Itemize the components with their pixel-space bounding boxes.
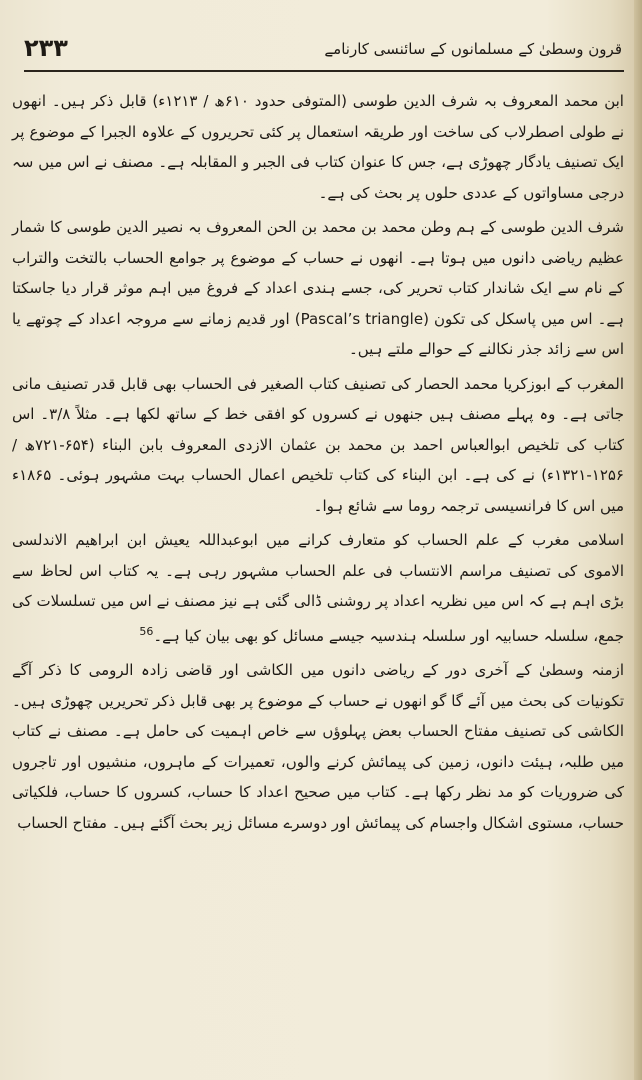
paragraph xyxy=(12,655,624,838)
paragraph-text: شرف الدین طوسی کے ہم وطن محمد بن محمد بن الحن المعروف بہ نصیر الدین طوسی کا شمار عظیم ریاضی دانوں میں ہوتا ہے۔ انھوں نے حساب کے موضوع پر جوامع الحساب بالتخت والتراب کے نام سے ایک شاندار کتاب تحریر کی، جسے ہندی اعداد کے فروغ میں اہم موثر قرار دیا جاسکتا ہے۔ اس میں پاسکل کی تکون (Pascal’s triangle) اور قدیم زمانے سے مروجہ اعداد کے چوتھے یا اس سے زائد جذر نکالنے کے حوالے ملتے ہیں۔ xyxy=(12,218,625,358)
body-text xyxy=(12,86,624,838)
paragraph xyxy=(12,525,624,651)
paragraph xyxy=(12,212,624,365)
page-number: ۲۳۳ xyxy=(24,34,68,62)
paragraph xyxy=(12,86,624,208)
page-header xyxy=(14,32,628,72)
paragraph-text: المغرب کے ابوزکریا محمد الحصار کی تصنیف کتاب الصغیر فی الحساب بھی قابل قدر تصنیف مانی جاتی ہے۔ وہ پہلے مصنف ہیں جنھوں نے کسروں کو افقی خط کے ساتھ لکھا ہے۔ مثلاً ۳/۸۔ اس کتاب کی تلخیص ابوالعباس احمد بن محمد بن عثمان الازدی المعروف بابن البناء (۶۵۴-۷۲۱ھ / ۱۲۵۶-۱۳۲۱ء) نے کی ہے۔ ابن البناء کی کتاب تلخیص اعمال الحساب بہت مشہور ہوئی۔ ۱۸۶۵ء میں اس کا فرانسیسی ترجمہ روما سے شائع ہوا۔ xyxy=(12,374,625,515)
running-title: قرون وسطیٰ کے مسلمانوں کے سائنسی کارنامے xyxy=(324,40,622,58)
footnote-reference[interactable]: 56 xyxy=(139,624,154,638)
paragraph-text: ازمنہ وسطیٰ کے آخری دور کے ریاضی دانوں میں الکاشی اور قاضی زادہ الرومی کا ذکر آگے تکونیات کی بحث میں آئے گا گو انھوں نے حساب کے موضوع پر بھی قابل ذکر تحریریں چھوڑی ہیں۔ الکاشی کی تصنیف مفتاح الحساب بعض پہلوؤں سے خاص اہمیت کی حامل ہے۔ مصنف نے کتاب میں طلبہ، ہیئت دانوں، زمین کی پیمائش کرنے والوں، تعمیرات کے ماہروں، منشیوں اور تاجروں کی ضروریات کو مد نظر رکھا ہے۔ کتاب میں صحیح اعداد کا حساب، کسروں کا حساب، فلکیاتی حساب، مستوی اشکال واجسام کی پیمائش اور دوسرے مسائل زیر بحث آگئے ہیں۔ مفتاح الحساب xyxy=(12,661,624,832)
paragraph-text: اسلامی مغرب کے علم الحساب کو متعارف کرانے میں ابوعبداللہ یعیش ابن ابراھیم الاندلسی الاموی کی تصنیف مراسم الانتساب فی علم الحساب مشہور رہی ہے۔ یہ کتاب اس لحاظ سے بڑی اہم ہے کہ اس میں نظریہ اعداد پر روشنی ڈالی گئی ہے نیز مصنف نے اس میں تسلسلات کی جمع، سلسلہ حسابیہ اور سلسلہ ہندسیہ جیسے مسائل کو بھی بیان کیا ہے۔ xyxy=(12,531,624,645)
header-rule xyxy=(24,70,624,72)
paragraph-text: ابن محمد المعروف بہ شرف الدین طوسی (المتوفی حدود ۶۱۰ھ / ۱۲۱۳ء) قابل ذکر ہیں۔ انھوں نے طولی اصطرلاب کی ساخت اور طریقہ استعمال پر کئی تحریروں کے علاوہ الجبرا کے موضوع پر ایک تصنیف یادگار چھوڑی ہے، جس کا عنوان کتاب فی الجبر و المقابلہ ہے۔ مصنف نے اس میں سہ درجی مساواتوں کے عددی حلوں پر بحث کی ہے۔ xyxy=(12,92,624,202)
book-spine-shadow xyxy=(634,0,642,1080)
paragraph xyxy=(12,369,624,522)
